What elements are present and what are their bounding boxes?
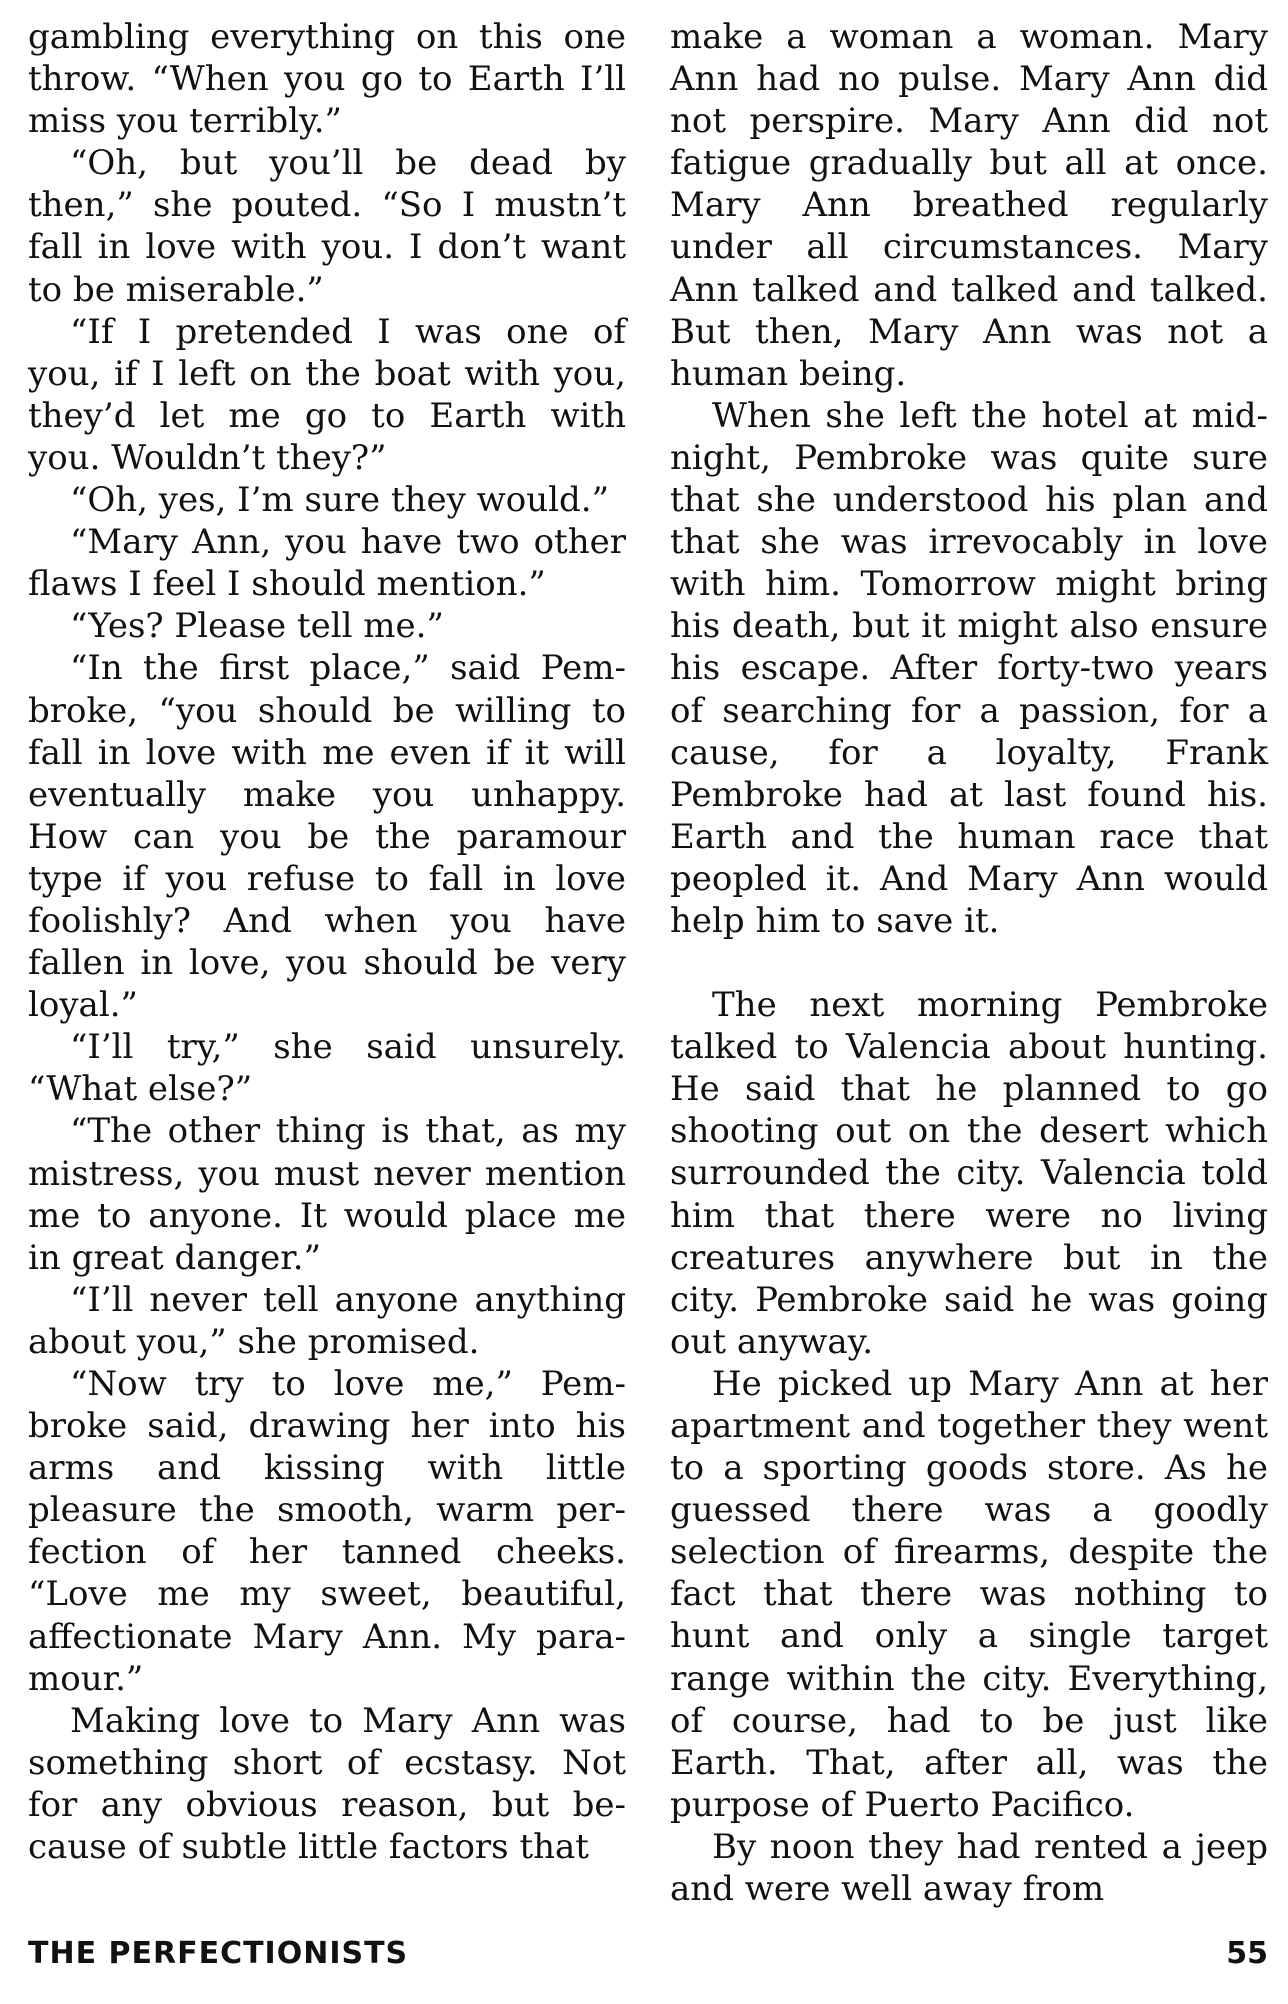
left-column xyxy=(28,16,626,1868)
paragraph: “Oh, but you’ll be dead by then,” she pouted. “So I mustn’t fall in love with you. I don’t want to be miserable.” xyxy=(28,143,626,310)
page-footer xyxy=(28,1936,1268,1980)
paragraph: “In the first place,” said Pembroke, “you should be willing to fall in love with me even if it will eventually make you unhappy. How can you be the paramour type if you refuse to fall in love foolishly? And when you have fallen in love, you should be very loyal.” xyxy=(28,648,626,1026)
paragraph: “The other thing is that, as my mistress, you must never mention me to anyone. It would place me in great danger.” xyxy=(28,1111,626,1278)
running-title: THE PERFECTIONISTS xyxy=(28,1936,409,1971)
paragraph: “If I pretended I was one of you, if I left on the boat with you, they’d let me go to Earth with you. Wouldn’t they?” xyxy=(28,311,626,478)
paragraph: “Mary Ann, you have two other flaws I feel I should mention.” xyxy=(28,522,626,605)
paragraph: “I’ll never tell anyone anything about you,” she promised. xyxy=(28,1279,626,1362)
paragraph: When she left the hotel at midnight, Pembroke was quite sure that she understood his plan and that she was irrevocably in love with him. Tomorrow might bring his death, but it might also ensure his escape. After forty-two years of searching for a passion, for a cause, for a loyalty, Frank Pembroke had at last found his. Earth and the human race that peopled it. And Mary Ann would help him to save it. xyxy=(670,395,1268,941)
page-number: 55 xyxy=(1226,1936,1268,1971)
right-column xyxy=(670,16,1268,1910)
paragraph: “Oh, yes, I’m sure they would.” xyxy=(70,480,609,521)
paragraph: The next morning Pembroke talked to Valencia about hunting. He said that he planned to go shooting out on the desert which surrounded the city. Valencia told him that there were no living creatures anywhere but in the city. Pembroke said he was going out anyway. xyxy=(670,985,1268,1362)
paragraph: He picked up Mary Ann at her apartment and together they went to a sporting goods store. As he guessed there was a goodly selection of firearms, despite the fact that there was nothing to hunt and only a single target range within the city. Everything, of course, had to be just like Earth. That, after all, was the purpose of Puerto Pacifico. xyxy=(670,1363,1268,1825)
paragraph: By noon they had rented a jeep and were well away from xyxy=(670,1826,1268,1910)
paragraph: make a woman a woman. Mary Ann had no pulse. Mary Ann did not perspire. Mary Ann did not fatigue gradually but all at once. Mary Ann breathed regularly under all circumstances. Mary Ann talked and talked and talked. But then, Mary Ann was not a human being. xyxy=(670,17,1268,394)
paragraph: gambling everything on this one throw. “When you go to Earth I’ll miss you terribly.” xyxy=(28,17,626,142)
paragraph: Making love to Mary Ann was something short of ecstasy. Not for any obvious reason, but because of subtle little factors that xyxy=(28,1700,626,1868)
paragraph: “I’ll try,” she said unsurely. “What else?” xyxy=(28,1027,626,1110)
paragraph: “Yes? Please tell me.” xyxy=(70,606,444,647)
paragraph: “Now try to love me,” Pembroke said, drawing her into his arms and kissing with little pleasure the smooth, warm perfection of her tanned cheeks. “Love me my sweet, beautiful, affectionate Mary Ann. My paramour.” xyxy=(28,1364,626,1699)
